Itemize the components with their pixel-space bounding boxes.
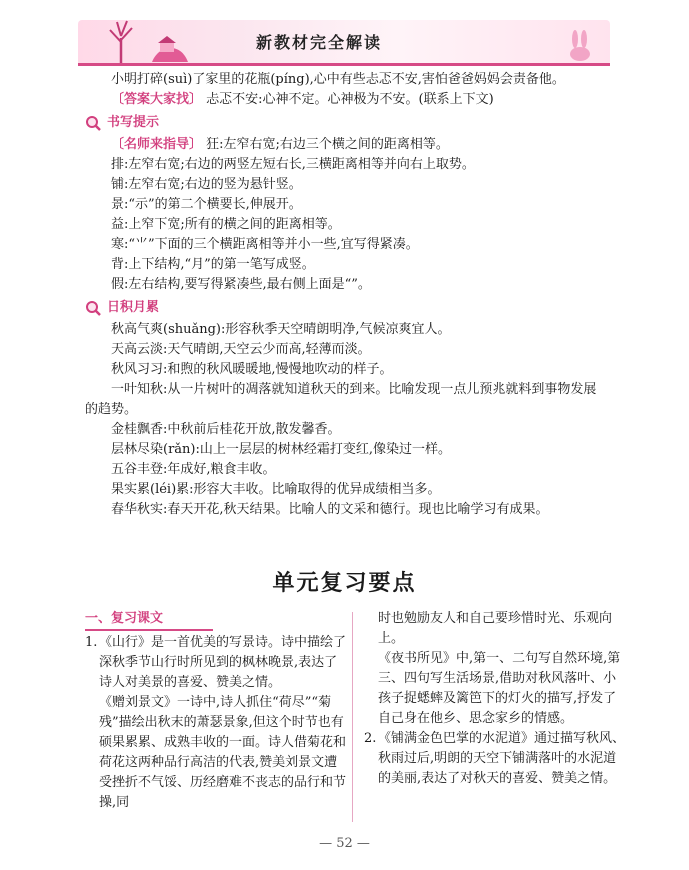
idiom-line: 果实累(léi)累:形容大丰收。比喻取得的优异成绩相当多。	[111, 482, 441, 497]
writing-tip-line: 排:左窄右宽;右边的两竖左短右长,三横距离相等并向右上取势。	[111, 157, 475, 172]
intro-sentence: 小明打碎(suì)了家里的花瓶(píng),心中有些忐忑不安,害怕爸爸妈妈会责备他。	[111, 72, 565, 87]
idiom-line: 秋风习习:和煦的秋风暖暖地,慢慢地吹动的样子。	[111, 362, 393, 377]
house-icon	[150, 34, 190, 62]
main-content	[85, 70, 607, 520]
writing-tip-line: 背:上下结构,“月”的第一笔写成竖。	[111, 257, 315, 272]
header-title: 新教材完全解读	[256, 33, 383, 52]
review-item: 1. 《山行》是一首优美的写景诗。诗中描绘了深秋季节山行时所见到的枫林晚景,表达了诗人对美景的喜爱、赞美之情。	[85, 635, 347, 690]
writing-tip-line: 寒:“⺌”下面的三个横距离相等并小一些,宜写得紧凑。	[111, 237, 419, 252]
idiom-line: 春华秋实:春天开花,秋天结果。比喻人的文采和德行。现也比喻学习有成果。	[111, 502, 549, 517]
page-number: — 52 —	[319, 836, 370, 851]
idiom-line: 一叶知秋:从一片树叶的凋落就知道秋天的到来。比喻发现一点儿预兆就料到事物发展的趋势。	[85, 382, 597, 417]
review-item: 《赠刘景文》一诗中,诗人抓住“荷尽”“菊残”描绘出秋末的萧瑟景象,但这个时节也有硕果累累、成熟丰收的一面。诗人借菊花和荷花这两种品行高洁的代表,赞美刘景文遭受挫折不气馁、历经磨难不丧志的品行和节操,同	[99, 695, 347, 810]
idiom-line: 金桂飘香:中秋前后桂花开放,散发馨香。	[111, 422, 341, 437]
writing-tip-line: 景:“示”的第二个横要长,伸展开。	[111, 197, 302, 212]
magnifier-icon	[85, 300, 101, 316]
idiom-line: 层林尽染(rǎn):山上一层层的树林经霜打变红,像染过一样。	[111, 442, 451, 457]
writing-tip-line: 益:上窄下宽;所有的横之间的距离相等。	[111, 217, 341, 232]
review-section-heading: 一、复习课文	[85, 609, 213, 631]
rabbit-icon	[560, 30, 600, 62]
magnifier-icon	[85, 115, 101, 131]
teacher-text: 狂:左窄右宽;右边三个横之间的距离相等。	[202, 137, 449, 152]
teacher-line	[85, 135, 607, 155]
writing-tip-line: 假:左右结构,要写得紧凑些,最右侧上面是“”。	[111, 277, 371, 292]
idiom-line: 天高云淡:天气晴朗,天空云少而高,轻薄而淡。	[111, 342, 371, 357]
header-rule	[78, 63, 610, 66]
review-left-column	[85, 609, 347, 813]
answer-text: 忐忑不安:心神不定。心神极为不安。(联系上下文)	[202, 92, 494, 107]
answer-label: 〔答案大家找〕	[111, 92, 203, 107]
writing-tips-heading: 书写提示	[85, 113, 607, 133]
review-item: 《夜书所见》中,第一、二句写自然环境,第三、四句写生活场景,借助对秋风落叶、小孩子捉蟋蟀及篱笆下的灯火的描写,抒发了自己身在他乡、思念家乡的情感。	[378, 651, 621, 726]
answer-line	[85, 90, 607, 110]
review-item: 2. 《铺满金色巴掌的水泥道》通过描写秋风、秋雨过后,明朗的天空下铺满落叶的水泥道的美丽,表达了对秋天的喜爱、赞美之情。	[364, 731, 626, 786]
column-divider	[352, 612, 353, 822]
idiom-line: 五谷丰登:年成好,粮食丰收。	[111, 462, 276, 477]
review-right-column	[364, 609, 626, 789]
teacher-label: 〔名师来指导〕	[111, 137, 203, 152]
daily-heading: 日积月累	[85, 298, 607, 318]
tree-icon	[100, 18, 142, 64]
unit-review-title: 单元复习要点	[272, 571, 417, 596]
writing-tip-line: 铺:左窄右宽;右边的竖为悬针竖。	[111, 177, 302, 192]
idiom-line: 秋高气爽(shuǎng):形容秋季天空晴朗明净,气候凉爽宜人。	[111, 322, 451, 337]
review-item: 时也勉励友人和自己要珍惜时光、乐观向上。	[378, 611, 613, 646]
